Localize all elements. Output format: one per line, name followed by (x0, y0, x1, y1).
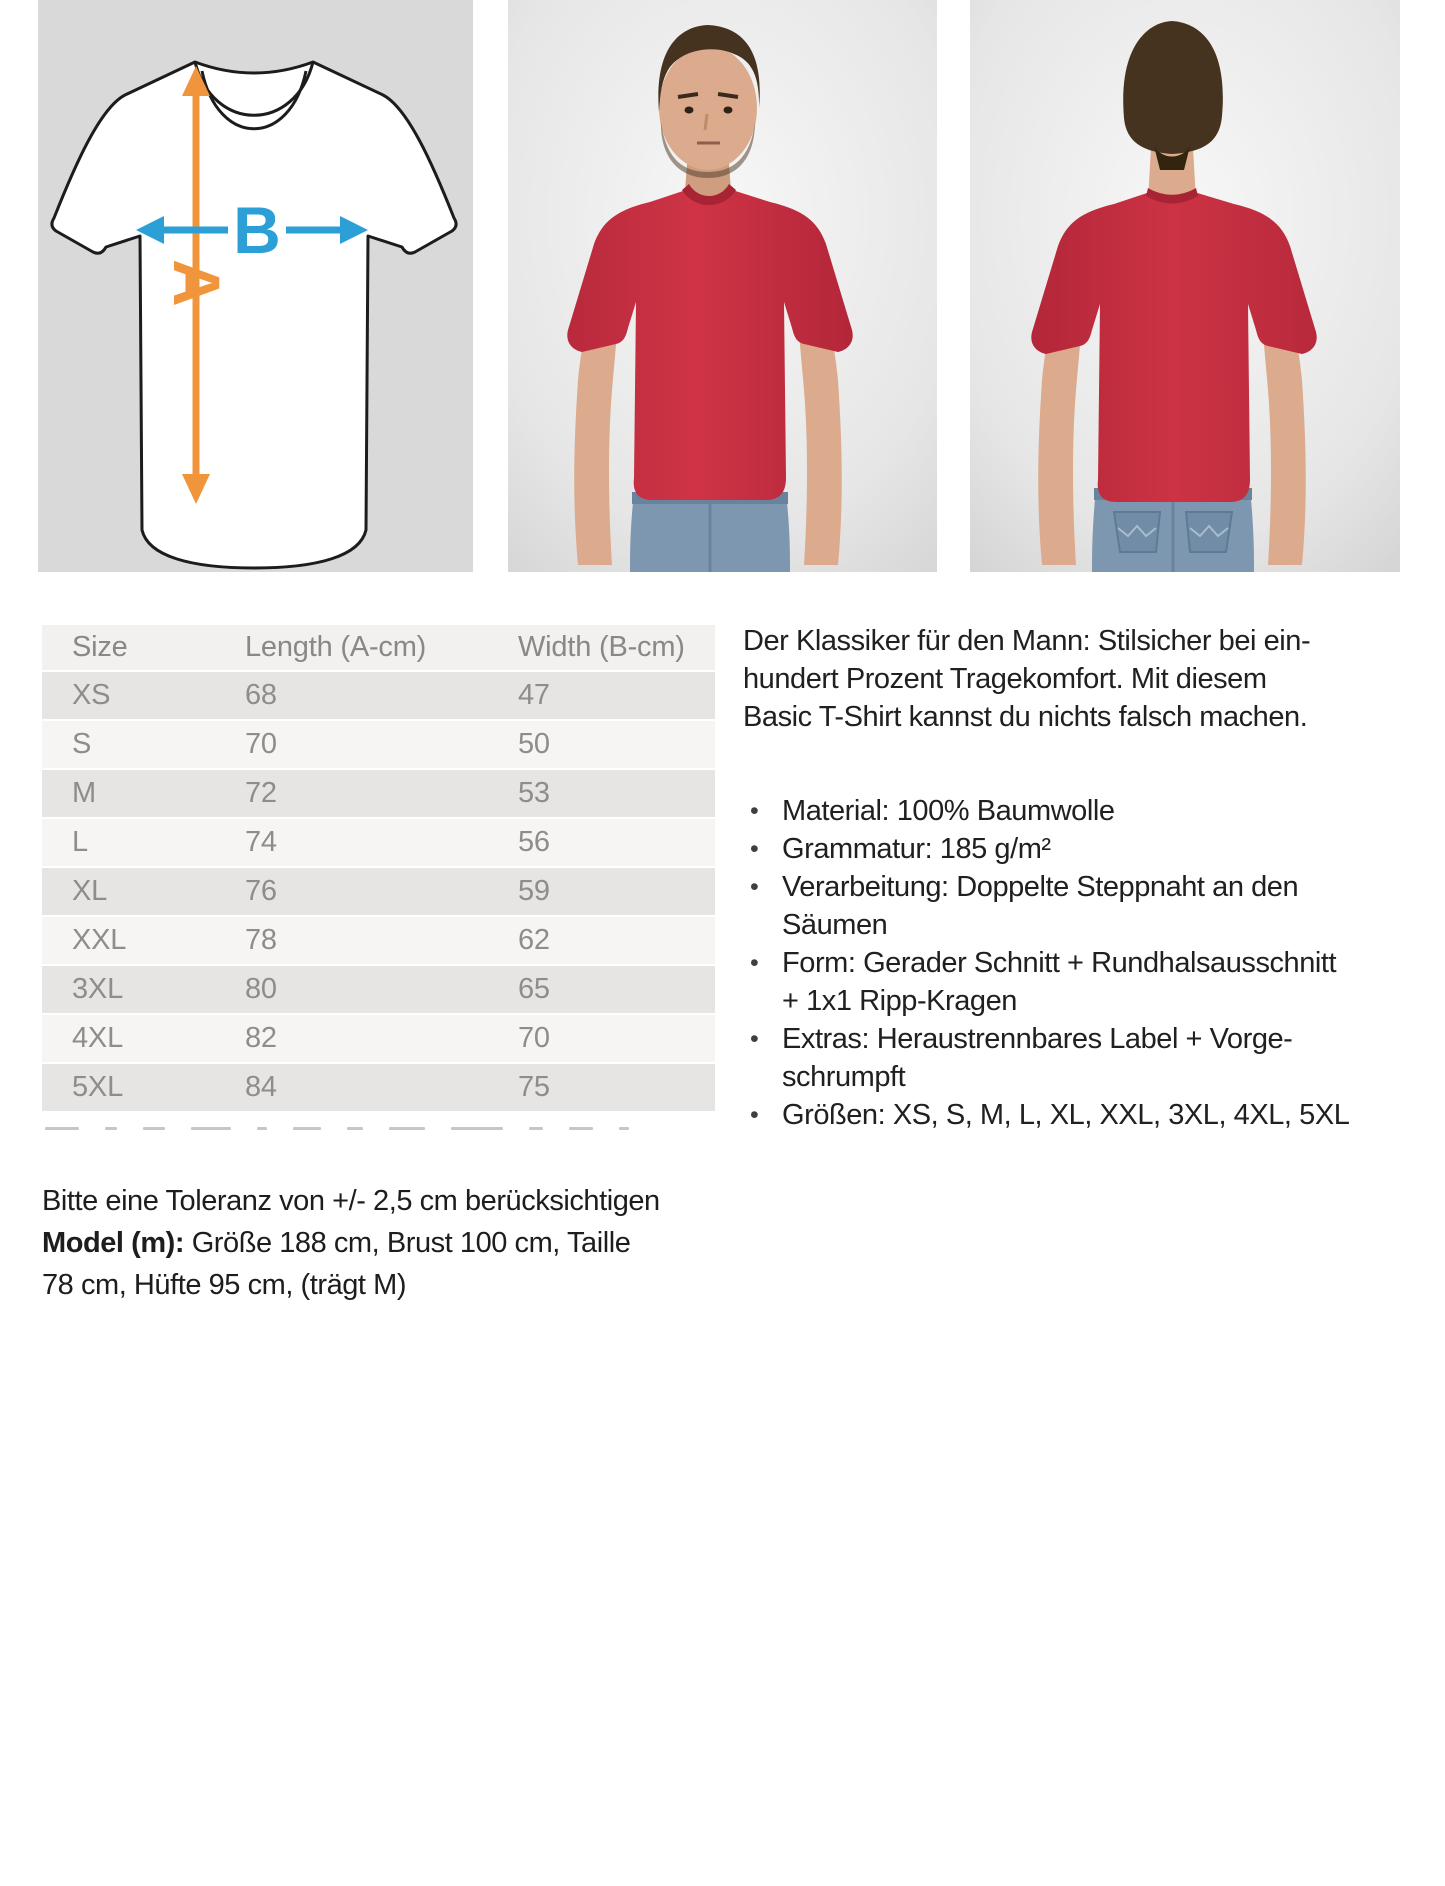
tshirt-measure-diagram (38, 0, 473, 572)
bullet-marker (743, 906, 782, 944)
bullet-text: Material: 100% Baumwolle (782, 795, 1115, 827)
bullet-marker: • (750, 835, 759, 863)
model-measurements-line2: 78 cm, Hüfte 95 cm, (trägt M) (42, 1269, 407, 1301)
bullet-line (743, 792, 1407, 830)
length-cell: 76 (245, 875, 277, 907)
bullet-marker (743, 1058, 782, 1096)
bullet-text: Größen: XS, S, M, L, XL, XXL, 3XL, 4XL, 5XL (782, 1099, 1350, 1131)
size-cell: M (72, 777, 96, 809)
width-cell: 65 (518, 973, 550, 1005)
table-row (42, 1064, 715, 1113)
front-nose (705, 114, 707, 130)
length-cell: 68 (245, 679, 277, 711)
bullet-marker: • (750, 949, 759, 977)
label-a: A (160, 259, 234, 307)
back-jeans-left-pocket (1114, 512, 1160, 552)
size-cell: XXL (72, 924, 127, 956)
size-cell: XL (72, 875, 108, 907)
model-back-illustration (970, 0, 1400, 572)
width-cell: 59 (518, 875, 550, 907)
bullet-line (743, 944, 1407, 982)
product-photo-front[interactable] (508, 0, 937, 572)
bullet-text: Grammatur: 185 g/m² (782, 833, 1051, 865)
bullet-text: Form: Gerader Schnitt + Rundhalsausschnitt (782, 947, 1337, 979)
table-row (42, 721, 715, 770)
length-cell: 80 (245, 973, 277, 1005)
length-cell: 82 (245, 1022, 277, 1054)
width-cell: 56 (518, 826, 550, 858)
table-row (42, 868, 715, 917)
size-cell: S (72, 728, 92, 760)
bullet-marker: • (750, 1101, 759, 1129)
col-header-length: Length (A-cm) (245, 631, 427, 663)
size-table-header-row (42, 625, 715, 672)
width-cell: 47 (518, 679, 550, 711)
size-cell: 5XL (72, 1071, 123, 1103)
length-cell: 72 (245, 777, 277, 809)
width-cell: 50 (518, 728, 550, 760)
model-measurements: Größe 188 cm, Brust 100 cm, Taille (184, 1227, 631, 1259)
table-row (42, 917, 715, 966)
bullet-text: Säumen (782, 909, 888, 941)
size-cell: 3XL (72, 973, 123, 1005)
product-description (743, 622, 1407, 1134)
width-cell: 75 (518, 1071, 550, 1103)
model-label: Model (m): (42, 1227, 185, 1259)
description-intro-line: Basic T-Shirt kannst du nichts falsch machen. (743, 701, 1308, 733)
bullet-continuation-line (743, 1058, 1407, 1096)
table-row (42, 819, 715, 868)
length-cell: 84 (245, 1071, 277, 1103)
size-cell: 4XL (72, 1022, 123, 1054)
col-header-width: Width (B-cm) (518, 631, 685, 663)
model-front-illustration (508, 0, 937, 572)
tolerance-note: Bitte eine Toleranz von +/- 2,5 cm berücksichtigen (42, 1185, 660, 1217)
bullet-text: Extras: Heraustrennbares Label + Vorge- (782, 1023, 1293, 1055)
length-cell: 78 (245, 924, 277, 956)
product-photo-back[interactable] (970, 0, 1400, 572)
bullet-text: schrumpft (782, 1061, 906, 1093)
back-hair (1123, 21, 1223, 154)
bullet-marker: • (750, 1025, 759, 1053)
bullet-line (743, 1020, 1407, 1058)
label-b: B (233, 193, 281, 267)
size-table (42, 625, 715, 1113)
width-cell: 70 (518, 1022, 550, 1054)
width-cell: 53 (518, 777, 550, 809)
bullet-continuation-line (743, 906, 1407, 944)
spacer (743, 736, 1407, 792)
bullet-marker: • (750, 797, 759, 825)
bullet-line (743, 1096, 1407, 1134)
bullet-line (743, 830, 1407, 868)
table-row (42, 966, 715, 1015)
size-diagram-image[interactable] (38, 0, 473, 572)
bullet-text: Verarbeitung: Doppelte Steppnaht an den (782, 871, 1299, 903)
table-row (42, 770, 715, 819)
front-right-eye (724, 107, 733, 114)
cutoff-text-artifacts (45, 1127, 685, 1133)
bullet-marker: • (750, 873, 759, 901)
col-header-size: Size (72, 631, 128, 663)
model-measurements-line (42, 1222, 702, 1264)
bullet-continuation-line (743, 982, 1407, 1020)
measurement-notes (42, 1180, 702, 1306)
front-face (659, 46, 757, 170)
length-cell: 74 (245, 826, 277, 858)
size-cell: XS (72, 679, 111, 711)
table-row (42, 672, 715, 721)
front-left-eye (685, 107, 694, 114)
back-jeans-right-pocket (1186, 512, 1232, 552)
bullet-text: + 1x1 Ripp-Kragen (782, 985, 1017, 1017)
bullet-marker (743, 982, 782, 1020)
size-cell: L (72, 826, 88, 858)
length-cell: 70 (245, 728, 277, 760)
table-row (42, 1015, 715, 1064)
width-cell: 62 (518, 924, 550, 956)
description-intro-line: Der Klassiker für den Mann: Stilsicher bei ein- (743, 625, 1311, 657)
bullet-line (743, 868, 1407, 906)
description-intro-line: hundert Prozent Tragekomfort. Mit diesem (743, 663, 1267, 695)
